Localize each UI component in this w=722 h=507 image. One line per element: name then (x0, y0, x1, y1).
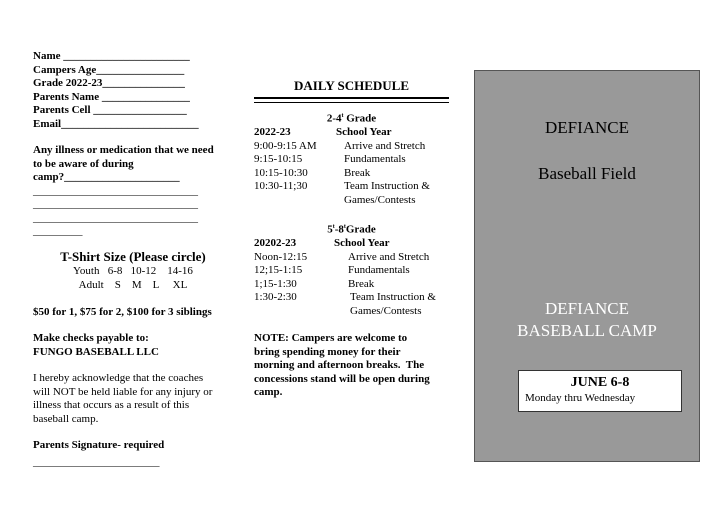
school-year: 20202-23 (254, 237, 297, 250)
tshirt-adult-sizes[interactable]: Adult S M L XL (78, 278, 188, 291)
activity-cell: Fundamentals (344, 153, 406, 166)
table-row (254, 153, 430, 167)
cover-panel (474, 70, 700, 462)
time-cell: 9:15-10:15 (254, 153, 303, 166)
schedule-group-2-4 (254, 110, 449, 207)
activity-cell: Games/Contests (344, 193, 416, 206)
table-row (254, 126, 430, 140)
school-year: 2022-23 (254, 126, 291, 139)
table-row (254, 194, 430, 208)
camp-days: Monday thru Wednesday (525, 392, 636, 404)
cover-title: DEFIANCE (544, 118, 630, 137)
liability-acknowledgement (33, 372, 233, 426)
registration-form (33, 50, 233, 469)
table-row (254, 251, 436, 265)
field-campers-age[interactable]: Campers Age________________ (33, 63, 185, 76)
table-row (254, 140, 430, 154)
form-fields (33, 50, 233, 131)
camp-dates: JUNE 6-8 (570, 375, 630, 390)
time-cell (254, 305, 334, 319)
illness-line-3[interactable]: camp?_____________________ (33, 171, 180, 183)
field-parents-cell[interactable]: Parents Cell _________________ (33, 104, 187, 116)
cover-location: Baseball Field (538, 164, 636, 183)
field-grade[interactable]: Grade 2022-23_______________ (33, 77, 185, 89)
title-rule-thin (254, 102, 449, 103)
note-line: NOTE: Campers are welcome to (254, 332, 408, 345)
illness-line-2: to be aware of during (33, 157, 134, 170)
illness-line-1: Any illness or medication that we need (33, 144, 214, 156)
activity-cell: Arrive and Stretch (344, 139, 426, 152)
signature-line[interactable]: _______________________ (33, 455, 160, 468)
answer-line: ______________________________ (33, 211, 198, 224)
field-email[interactable]: Email_________________________ (33, 117, 199, 130)
checks-payee: FUNGO BASEBALL LLC (33, 345, 159, 358)
date-box (518, 370, 682, 412)
tshirt-size-title: T-Shirt Size (Please circle) (60, 248, 206, 264)
time-cell: 10:30-11;30 (254, 180, 308, 193)
pricing: $50 for 1, $75 for 2, $100 for 3 siblings (33, 305, 212, 318)
table-row (254, 278, 436, 292)
note-line: concessions stand will be open during (254, 372, 430, 385)
answer-line: _________ (33, 225, 83, 237)
activity-cell: Break (348, 277, 375, 290)
time-cell: 9:00-9:15 AM (254, 139, 317, 152)
answer-line: ______________________________ (33, 184, 198, 197)
table-row (254, 167, 430, 181)
title-rule-thick (254, 97, 449, 99)
time-cell: 10:15-10:30 (254, 166, 308, 179)
time-cell: 1:30-2:30 (254, 291, 297, 304)
school-year-label: School Year (334, 237, 390, 250)
camp-name-line-1: DEFIANCE (544, 299, 630, 318)
illness-question (33, 144, 233, 185)
table-row (254, 237, 436, 251)
activity-cell: Arrive and Stretch (348, 250, 430, 263)
schedule-group-5-8 (254, 221, 449, 318)
daily-schedule (254, 78, 449, 400)
grade-heading: 2-4$^t$ Grade (326, 112, 377, 125)
checks-payable-label: Make checks payable to: (33, 332, 149, 344)
ack-line: baseball camp. (33, 412, 99, 425)
activity-cell: Team Instruction & (344, 180, 430, 193)
note-line: bring spending money for their (254, 345, 401, 358)
table-row (254, 305, 436, 319)
schedule-table (254, 126, 430, 207)
tshirt-youth-sizes[interactable]: Youth 6-8 10-12 14-16 (73, 264, 193, 277)
time-cell (254, 194, 336, 208)
activity-cell: Team Instruction & (350, 291, 436, 304)
school-year-label: School Year (336, 126, 392, 139)
illness-answer-lines[interactable] (33, 185, 233, 239)
schedule-table (254, 237, 436, 318)
note-line: morning and afternoon breaks. The (254, 359, 425, 372)
field-name[interactable]: Name _______________________ (33, 50, 190, 62)
signature-label: Parents Signature- required (33, 439, 165, 451)
grade-heading: 5$^t$-8$^t$Grade (327, 223, 376, 236)
ack-line: will NOT be held liable for any injury or (33, 385, 213, 398)
ack-line: I hereby acknowledge that the coaches (33, 372, 204, 384)
time-cell: Noon-12:15 (254, 250, 308, 263)
ack-line: illness that occurs as a result of this (33, 399, 190, 411)
table-row (254, 180, 430, 194)
note-line: camp. (254, 386, 283, 399)
activity-cell: Fundamentals (348, 264, 410, 277)
spending-money-note (254, 332, 449, 400)
activity-cell: Break (344, 166, 371, 179)
table-row (254, 264, 436, 278)
time-cell: 1;15-1:30 (254, 277, 297, 290)
activity-cell: Games/Contests (350, 304, 422, 317)
field-parents-name[interactable]: Parents Name ________________ (33, 90, 190, 103)
answer-line: ______________________________ (33, 198, 198, 210)
schedule-title: DAILY SCHEDULE (294, 78, 409, 93)
table-row (254, 291, 436, 305)
time-cell: 12;15-1:15 (254, 264, 303, 277)
camp-name-line-2: BASEBALL CAMP (517, 321, 657, 340)
